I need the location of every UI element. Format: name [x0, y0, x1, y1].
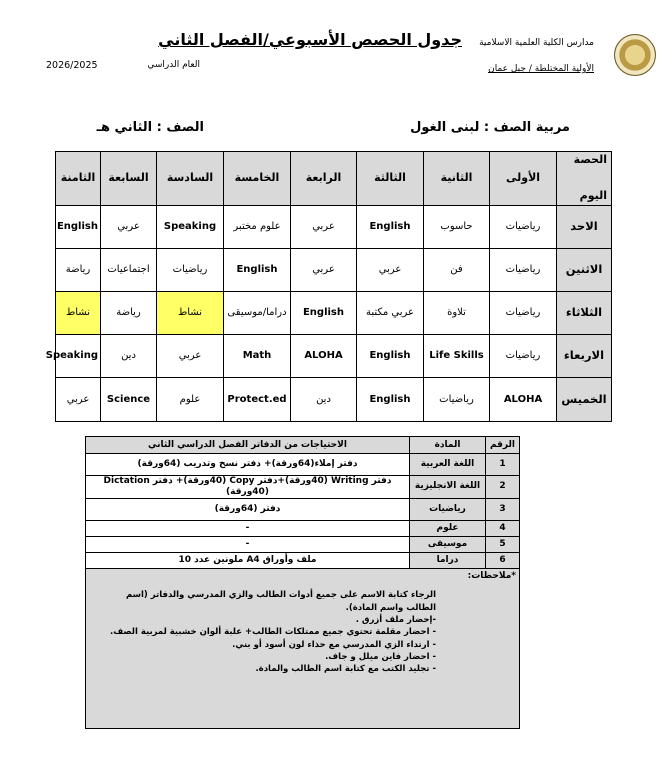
period-corner-label: الحصة: [573, 153, 607, 166]
schedule-cell: ALOHA: [291, 335, 357, 378]
day-corner-label: اليوم: [579, 189, 607, 203]
notebook-needs-table: [85, 436, 520, 729]
schedule-cell: Speaking: [56, 335, 101, 378]
schedule-cell: عربي مكتبة: [357, 292, 424, 335]
note-line: - ارتداء الزي المدرسي مع حذاء لون أسود أو بني.: [232, 639, 436, 650]
schedule-cell: English: [56, 206, 101, 249]
schedule-cell: رياضيات: [490, 335, 557, 378]
school-logo: [614, 34, 656, 76]
row-number: 3: [486, 498, 520, 520]
row-subject: علوم: [410, 520, 486, 536]
note-line: - احضار فاين ميلل و جاف.: [325, 651, 436, 662]
schedule-cell: رياضة: [56, 249, 101, 292]
needs-row: [86, 498, 520, 520]
school-year-value: 2026/2025: [46, 60, 98, 71]
note-line: - احضار مقلمة تحتوي جميع ممتلكات الطالب+ علبة ألوان خشبية لمربية الصف.: [110, 627, 436, 638]
day-name: الاربعاء: [557, 335, 612, 378]
row-subject: اللغة الانجليزية: [410, 476, 486, 499]
schedule-cell: Life Skills: [424, 335, 490, 378]
row-subject: موسيقى: [410, 536, 486, 552]
schedule-cell: English: [357, 335, 424, 378]
row-requirement: دفتر إملاء(64ورقة)+ دفتر نسخ وتدريب (64ورقة): [86, 454, 410, 476]
row-number: 6: [486, 552, 520, 568]
schedule-cell: English: [291, 292, 357, 335]
weekly-schedule-table: [45, 151, 612, 422]
day-name: الخميس: [557, 378, 612, 422]
schedule-cell-activity: نشاط: [56, 292, 101, 335]
schedule-cell: رياضة: [101, 292, 157, 335]
needs-row: [86, 536, 520, 552]
schedule-cell: علوم: [157, 378, 224, 422]
notes-cell: [86, 568, 520, 728]
needs-row: [86, 520, 520, 536]
schedule-cell: Science: [101, 378, 157, 422]
class-teacher: مربية الصف : لبنى الغول: [410, 120, 570, 135]
schedule-row-monday: [56, 249, 612, 292]
period-header: الخامسة: [224, 152, 291, 206]
schedule-row-tuesday: [56, 292, 612, 335]
schedule-cell: علوم مختبر: [224, 206, 291, 249]
day-name: الاحد: [557, 206, 612, 249]
number-column-header: الرقم: [486, 437, 520, 454]
schedule-cell: تلاوة: [424, 292, 490, 335]
schedule-cell: Speaking: [157, 206, 224, 249]
schedule-cell: رياضيات: [424, 378, 490, 422]
schedule-cell: رياضيات: [157, 249, 224, 292]
corner-cell: [557, 152, 612, 206]
schedule-cell: عربي: [56, 378, 101, 422]
class-name: الصف : الثاني هـ: [96, 120, 204, 135]
schedule-row-thursday: [56, 378, 612, 422]
row-requirement: دفتر Writing (40ورقة)+دفتر Copy (40ورقة)+ دفتر Dictation (40ورقة): [86, 476, 410, 499]
schedule-cell: ALOHA: [490, 378, 557, 422]
schedule-cell: دين: [101, 335, 157, 378]
row-number: 5: [486, 536, 520, 552]
schedule-cell: عربي: [157, 335, 224, 378]
schedule-cell: رياضيات: [490, 249, 557, 292]
notes-row: [86, 568, 520, 728]
schedule-cell: English: [357, 378, 424, 422]
requirements-column-header: الاحتياجات من الدفاتر الفصل الدراسي الثاني: [86, 437, 410, 454]
note-line: -إحضار ملف أزرق .: [355, 615, 436, 626]
schedule-cell: حاسوب: [424, 206, 490, 249]
document-title: جدول الحصص الأسبوعي/الفصل الثاني: [158, 30, 462, 49]
schedule-cell: دراما/موسيقى: [224, 292, 291, 335]
row-subject: رياضيات: [410, 498, 486, 520]
schedule-cell: عربي: [357, 249, 424, 292]
schedule-cell: اجتماعيات: [101, 249, 157, 292]
period-header: الرابعة: [291, 152, 357, 206]
schedule-cell: رياضيات: [490, 292, 557, 335]
period-header: السابعة: [101, 152, 157, 206]
schedule-cell: عربي: [101, 206, 157, 249]
subject-column-header: المادة: [410, 437, 486, 454]
day-name: الثلاثاء: [557, 292, 612, 335]
row-number: 1: [486, 454, 520, 476]
schedule-row-wednesday: [56, 335, 612, 378]
schedule-row-sunday: [56, 206, 612, 249]
note-line: الرجاء كتابة الاسم على جميع أدوات الطالب والزي المدرسي والدفاتر (اسم الطالب واسم المادة).: [125, 590, 436, 613]
day-name: الاثنين: [557, 249, 612, 292]
row-number: 2: [486, 476, 520, 499]
notes-list: [89, 589, 516, 675]
schedule-cell: فن: [424, 249, 490, 292]
period-header: الثانية: [424, 152, 490, 206]
period-header: السادسة: [157, 152, 224, 206]
period-header: الثامنة: [56, 152, 101, 206]
row-subject: اللغة العربية: [410, 454, 486, 476]
schedule-cell: English: [357, 206, 424, 249]
row-requirement: -: [86, 520, 410, 536]
period-header: الثالثة: [357, 152, 424, 206]
schedule-header-row: [56, 152, 612, 206]
row-number: 4: [486, 520, 520, 536]
school-branch: الأولية المختلطة / جبل عمان: [488, 64, 594, 74]
row-subject: دراما: [410, 552, 486, 568]
needs-row: [86, 476, 520, 499]
needs-row: [86, 552, 520, 568]
schedule-cell: رياضيات: [490, 206, 557, 249]
schedule-cell-activity: نشاط: [157, 292, 224, 335]
schedule-cell: English: [224, 249, 291, 292]
row-requirement: -: [86, 536, 410, 552]
school-year-label: العام الدراسي: [147, 60, 200, 70]
schedule-cell: دين: [291, 378, 357, 422]
note-line: - تجليد الكتب مع كتابة اسم الطالب والمادة.: [255, 664, 436, 675]
schedule-cell: Protect.ed: [224, 378, 291, 422]
schedule-cell: عربي: [291, 206, 357, 249]
period-header: الأولى: [490, 152, 557, 206]
row-requirement: دفتر (64ورقة): [86, 498, 410, 520]
needs-row: [86, 454, 520, 476]
row-requirement: ملف وأوراق A4 ملونين عدد 10: [86, 552, 410, 568]
notes-title: *ملاحظات:: [467, 570, 516, 581]
schedule-cell: Math: [224, 335, 291, 378]
needs-header-row: [86, 437, 520, 454]
schedule-cell: عربي: [291, 249, 357, 292]
school-name: مدارس الكلية العلمية الاسلامية: [479, 38, 594, 48]
